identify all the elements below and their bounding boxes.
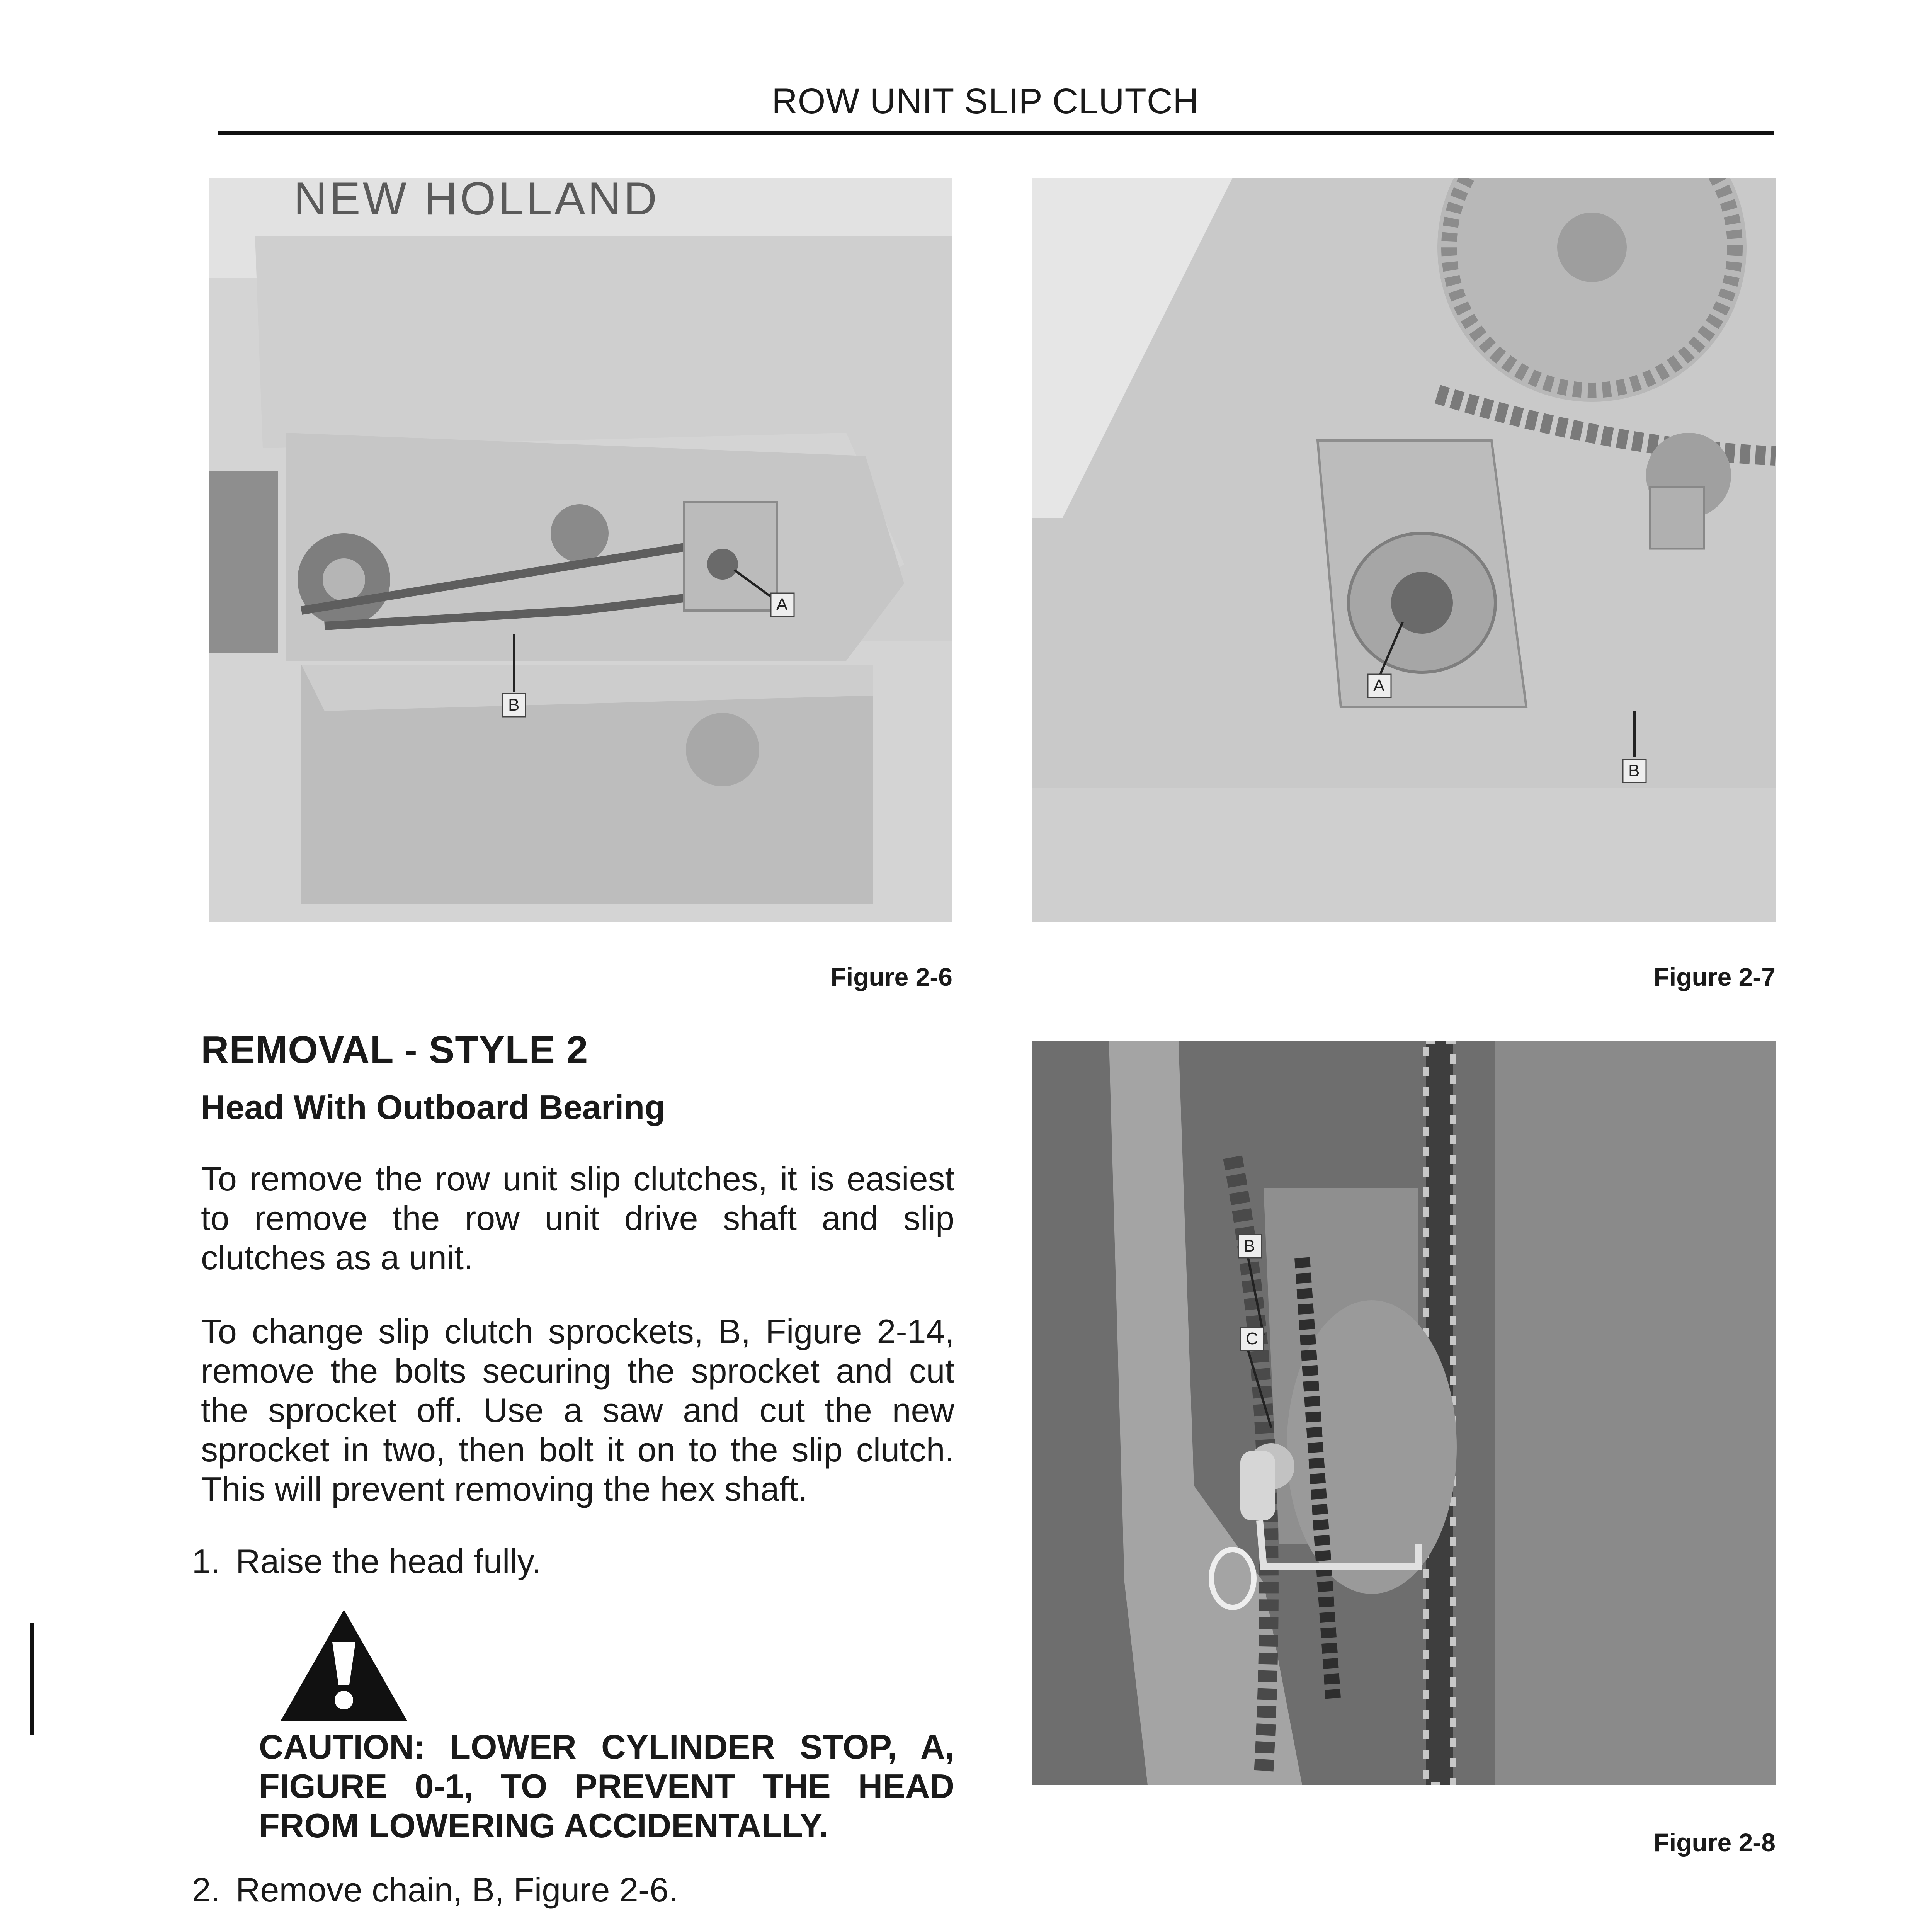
figure-2-6-label-a: A xyxy=(776,595,788,614)
figure-2-7-label-b: B xyxy=(1628,761,1640,780)
figure-2-8-label-c: C xyxy=(1246,1329,1258,1348)
step-2-number: 2. xyxy=(192,1871,220,1909)
caution-text: CAUTION: LOWER CYLINDER STOP, A, FIGURE 0-1, TO PREVENT THE HEAD FROM LOWERING ACCIDENTALLY. xyxy=(259,1728,954,1845)
step-1-number: 1. xyxy=(192,1542,220,1580)
step-1-text: Raise the head fully. xyxy=(236,1542,541,1580)
intro-paragraph: To remove the row unit slip clutches, it is easiest to remove the row unit drive shaft and slip clutches as a unit. xyxy=(201,1160,954,1277)
header-rule xyxy=(218,131,1774,135)
figure-2-7-photo xyxy=(1032,178,1776,922)
figure-2-8-photo xyxy=(1032,1041,1776,1785)
warning-icon xyxy=(278,1607,410,1723)
page-header-title: ROW UNIT SLIP CLUTCH xyxy=(772,82,1199,121)
figure-2-7-caption: Figure 2-7 xyxy=(1653,963,1776,991)
figure-2-6-brand-text: NEW HOLLAND xyxy=(294,178,660,224)
revision-change-bar xyxy=(30,1623,34,1735)
step-2-text: Remove chain, B, Figure 2-6. xyxy=(236,1871,678,1909)
step-1 xyxy=(178,1542,954,1584)
section-subtitle: Head With Outboard Bearing xyxy=(201,1088,665,1126)
figure-2-6-caption: Figure 2-6 xyxy=(830,963,952,991)
figure-2-7-label-a: A xyxy=(1373,676,1385,695)
step-2 xyxy=(178,1870,954,1913)
figure-2-8-label-b: B xyxy=(1244,1236,1255,1255)
section-title: REMOVAL - STYLE 2 xyxy=(201,1028,588,1071)
sprocket-paragraph: To change slip clutch sprockets, B, Figure 2-14, remove the bolts securing the sprocket and cut the sprocket off. Use a saw and cut the new sprocket in two, then bolt it on to the slip clutch. This will prevent removing the hex shaft. xyxy=(201,1312,954,1508)
figure-2-6-label-b: B xyxy=(508,696,520,714)
figure-2-6-photo xyxy=(209,178,952,922)
figure-2-8-caption: Figure 2-8 xyxy=(1653,1828,1776,1857)
